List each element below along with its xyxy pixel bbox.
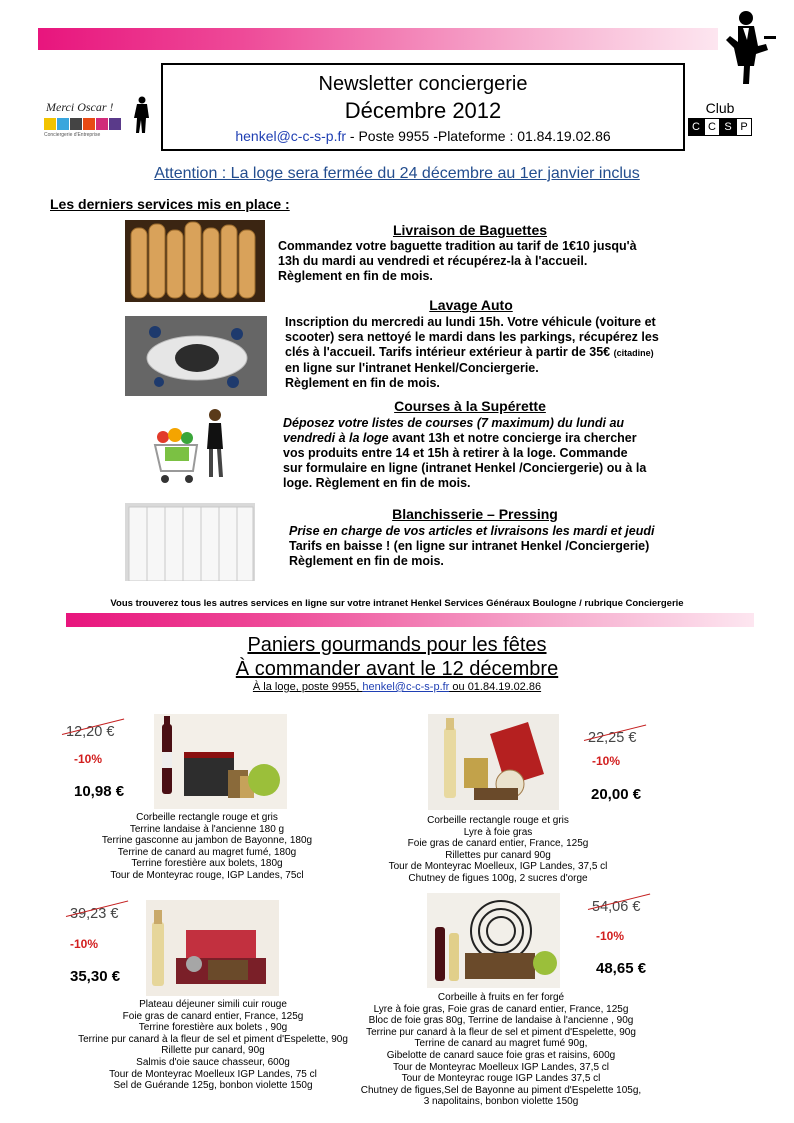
service-title-car-wash: Lavage Auto [429,297,513,313]
service-line [283,431,713,446]
basket-discount: -10% [74,752,103,766]
basket-desc-line: 3 napolitains, bonbon violette 150g [423,1096,579,1108]
service-line: vos produits entre 14 et 15h à retirer à la loge. Commande [283,446,628,460]
service-line: 13h du mardi au vendredi et récupérez-la à l'accueil. [278,254,588,268]
newsletter-month: Décembre 2012 [344,98,502,123]
laundry-shirts-photo [125,503,255,581]
merci-oscar-logo [42,96,154,142]
basket-desc-line: Lyre à foie gras [463,826,533,838]
club-letter: S [720,118,736,136]
service-text-pressing [289,524,719,569]
basket-old-price: 54,06 € [592,899,640,915]
baskets-heading [0,633,794,681]
basket-desc-line: Corbeille rectangle rouge et gris [136,812,278,823]
intranet-footnote: Vous trouverez tous les autres services en ligne sur votre intranet Henkel Services Généraux Boulogne / rubrique Conciergerie [110,598,684,609]
basket-desc-line: Tour de Monteyrac Moelleux, IGP Landes, 37,5 cl [388,861,608,873]
service-line: scooter) sera nettoyé le mardi dans les parkings, récupérez les [285,330,659,344]
basket-desc-line: Terrine pur canard à la fleur de sel et piment d'Espelette, 90g [78,1033,348,1045]
service-text-car-wash [285,315,715,391]
basket-discount: -10% [592,754,621,768]
basket-desc-line: Bloc de foie gras 80g, Terrine de landaise à l'ancienne , 90g [368,1015,634,1027]
header-pink-band [38,28,718,50]
basket-desc-line: Rillettes pur canard 90g [445,849,551,861]
basket-desc-line: Corbeille rectangle rouge et gris [427,815,569,826]
basket-new-price: 10,98 € [74,783,125,800]
club-letter: C [688,118,704,136]
order-email-link[interactable]: henkel@c-c-s-p.fr [362,681,450,693]
basket-description [60,999,366,1092]
service-line [289,524,719,539]
club-letters [688,118,752,136]
service-line: en ligne sur l'intranet Henkel/Conciergerie. [285,361,539,375]
baskets-order-info [0,681,794,693]
basket-desc-line: Terrine gasconne au jambon de Bayonne, 180g [101,835,313,847]
car-wash-photo [125,316,267,396]
basket-desc-line: Chutney de figues 100g, 2 sucres d'orge [408,872,588,884]
shopping-cart-photo [145,405,245,489]
basket-desc-line: Gibelotte de canard sauce foie gras et raisins, 600g [386,1049,616,1061]
butler-icon [716,6,780,86]
basket-photo [154,714,287,809]
service-line: sur formulaire en ligne (intranet Henkel /Conciergerie) ou à la [283,461,647,475]
citadine-note: (citadine) [613,348,654,358]
services-heading: Les derniers services mis en place : [50,196,290,212]
service-line: Tarifs en baisse ! (en ligne sur intranet Henkel /Conciergerie) [289,539,650,553]
service-line: Règlement en fin de mois. [289,554,444,568]
basket-desc-line: Chutney de figues,Sel de Bayonne au piment d'Espelette 105g, [360,1084,642,1096]
newsletter-title: Newsletter conciergerie [318,73,528,95]
logo-butler-icon [132,96,152,134]
club-ccsp-logo [688,100,752,136]
order-info-prefix: À la loge, poste 9955, [252,681,363,693]
service-line: loge. Règlement en fin de mois. [283,476,471,490]
basket-old-price: 39,23 € [70,906,118,922]
service-title-baguettes: Livraison de Baguettes [392,222,548,238]
basket-desc-line: Foie gras de canard entier, France, 125g [407,838,589,850]
service-line-italic: Déposez votre listes de courses (7 maximum) du lundi au [283,416,625,430]
service-line: Règlement en fin de mois. [278,269,433,283]
basket-desc-line: Sel de Guérande 125g, bonbon violette 150g [113,1080,313,1092]
order-info-suffix: ou 01.84.19.02.86 [449,681,542,693]
basket-desc-line: Rillette pur canard, 90g [161,1045,265,1057]
contact-line [163,128,683,144]
basket-photo [146,900,279,996]
club-letter: P [736,118,752,136]
service-line: Inscription du mercredi au lundi 15h. Votre véhicule (voiture et [285,315,656,329]
closure-notice: Attention : La loge sera fermée du 24 décembre au 1er janvier inclus [154,165,640,182]
service-line: Règlement en fin de mois. [285,376,440,390]
basket-description [358,815,638,885]
basket-desc-line: Terrine pur canard à la fleur de sel et piment d'Espelette, 90g [366,1026,636,1038]
basket-discount: -10% [70,937,99,951]
logo-left-tagline: Conciergerie d'Entreprise [44,132,101,138]
basket-description [356,992,646,1108]
basket-desc-line: Plateau déjeuner simili cuir rouge [139,999,287,1010]
basket-desc-line: Tour de Monteyrac Moelleux IGP Landes, 37,5 cl [392,1061,610,1073]
service-line-text: avant 13h et notre concierge ira chercher [388,431,637,445]
baskets-heading-line: À commander avant le 12 décembre [235,658,559,680]
basket-desc-line: Terrine landaise à l'ancienne 180 g [129,823,285,835]
email-link[interactable]: henkel@c-c-s-p.fr [235,128,347,144]
service-line [283,416,713,431]
service-text-groceries [283,416,713,491]
newsletter-title-box [161,63,685,151]
basket-photo [427,893,560,988]
service-line-italic: vendredi à la loge [283,431,389,445]
service-line-italic: Prise en charge de vos articles et livraisons les mardi et jeudi [289,524,655,538]
basket-desc-line: Salmis d'oie sauce chasseur, 600g [136,1056,290,1068]
service-title-pressing: Blanchisserie – Pressing [392,506,558,522]
service-line: Commandez votre baguette tradition au tarif de 1€10 jusqu'à [278,239,637,253]
basket-discount: -10% [596,929,625,943]
basket-old-price: 12,20 € [66,724,114,740]
logo-left-text: Merci Oscar ! [46,100,114,114]
logo-color-squares [44,118,121,130]
basket-desc-line: Foie gras de canard entier, France, 125g [122,1010,304,1022]
basket-new-price: 20,00 € [591,786,642,803]
contact-phone: - Poste 9955 -Plateforme : 01.84.19.02.86 [346,128,611,144]
basket-desc-line: Tour de Monteyrac Moelleux IGP Landes, 75 cl [109,1068,317,1080]
section-pink-band [66,613,754,627]
service-line [285,345,715,361]
club-letter: C [704,118,720,136]
service-line-text: clés à l'accueil. Tarifs intérieur extérieur à partir de 35€ [285,345,611,359]
basket-description [57,812,357,882]
basket-desc-line: Terrine de canard au magret fumé, 180g [117,846,297,858]
basket-desc-line: Corbeille à fruits en fer forgé [437,992,565,1003]
baguettes-photo [125,220,265,302]
basket-new-price: 35,30 € [70,968,121,985]
club-word: Club [705,100,735,116]
basket-new-price: 48,65 € [596,960,647,977]
basket-desc-line: Terrine forestière aux bolets, 180g [131,858,283,870]
baskets-heading-line: Paniers gourmands pour les fêtes [247,634,547,656]
basket-desc-line: Terrine de canard au magret fumé 90g, [414,1038,588,1050]
service-title-groceries: Courses à la Supérette [394,398,546,414]
basket-desc-line: Tour de Monteyrac rouge, IGP Landes, 75cl [110,869,304,881]
basket-desc-line: Tour de Monteyrac rouge IGP Landes 37,5 cl [401,1073,601,1085]
basket-desc-line: Lyre à foie gras, Foie gras de canard entier, France, 125g [373,1003,629,1015]
basket-desc-line: Terrine forestière aux bolets , 90g [138,1022,288,1034]
basket-photo [428,714,559,810]
service-text-baguettes [278,239,708,284]
basket-old-price: 22,25 € [588,730,636,746]
